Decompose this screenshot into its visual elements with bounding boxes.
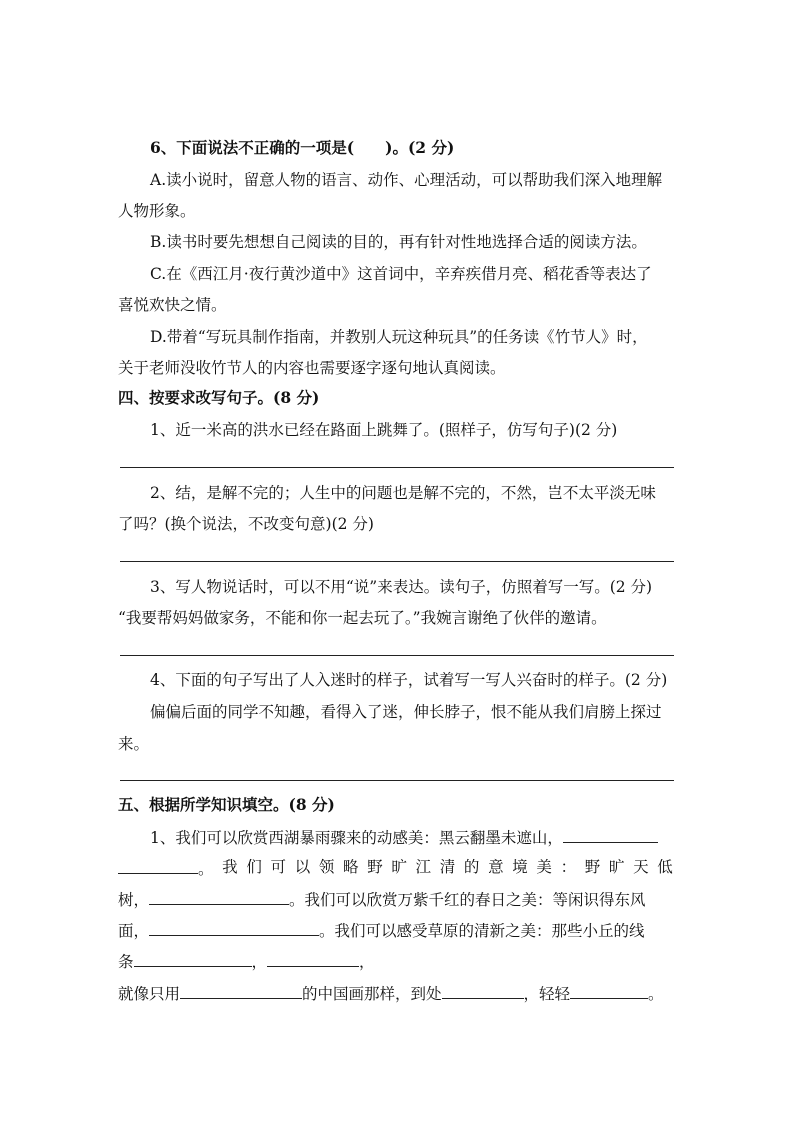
char: 野: [367, 858, 383, 876]
fill-line-2-start: [118, 855, 214, 881]
char: ：: [560, 858, 577, 876]
section-4-title: 四、按要求改写句子。(8 分): [118, 388, 320, 407]
fill-line-2-justified: [118, 855, 673, 881]
answer-line-q2[interactable]: [120, 561, 674, 562]
fill-line-3: [118, 886, 646, 912]
option-a-line2: 人物形象。: [118, 202, 196, 220]
fill-text: 。: [648, 985, 664, 1003]
fill-text: ，: [251, 953, 268, 971]
char: 境: [512, 858, 528, 876]
char: 旷: [391, 858, 407, 876]
fill-line-5: [118, 948, 375, 974]
fill-text: 。: [198, 860, 214, 878]
fill-text: 的中国画那样，到处: [302, 985, 442, 1003]
fill-blank-7[interactable]: [180, 980, 302, 999]
section-4-q3-line2: “我要帮妈妈做家务，不能和你一起去玩了。”我婉言谢绝了伙伴的邀请。: [118, 609, 607, 627]
question-6-title: 6、下面说法不正确的一项是( )。(2 分): [150, 138, 455, 157]
char: 我: [222, 858, 238, 876]
fill-blank-5[interactable]: [134, 948, 252, 967]
fill-line-6: [118, 980, 664, 1006]
char: 可: [270, 858, 287, 876]
fill-line-1: [150, 824, 658, 850]
option-c-line2: 喜悦欢快之情。: [118, 296, 227, 314]
fill-text: 面，: [118, 922, 150, 940]
fill-blank-6[interactable]: [267, 948, 359, 967]
section-4-q3-line1: 3、写人物说话时，可以不用“说”来表达。读句子，仿照着写一写。(2 分): [150, 578, 653, 596]
fill-blank-4[interactable]: [149, 917, 319, 936]
char: 的: [463, 858, 480, 876]
char: 江: [415, 858, 432, 876]
option-d-line1: D.带着“写玩具制作指南，并教别人玩这种玩具”的任务读《竹节人》时，: [150, 328, 648, 346]
answer-line-q3[interactable]: [120, 655, 674, 656]
answer-line-q4[interactable]: [120, 780, 674, 781]
option-a-line1: A.读小说时，留意人物的语言、动作、心理活动，可以帮助我们深入地理解: [150, 171, 663, 189]
char: 野: [584, 858, 601, 876]
char: 略: [343, 858, 359, 876]
section-5-title: 五、根据所学知识填空。(8 分): [118, 795, 335, 814]
section-4-q2-line1: 2、结，是解不完的；人生中的问题也是解不完的，不然，岂不太平淡无味: [150, 484, 656, 502]
fill-blank-2[interactable]: [118, 855, 198, 874]
char: 以: [294, 858, 311, 876]
option-d-line2: 关于老师没收竹节人的内容也需要逐字逐句地认真阅读。: [118, 359, 506, 377]
fill-blank-8[interactable]: [442, 980, 524, 999]
fill-text: 树，: [118, 891, 150, 909]
fill-blank-3[interactable]: [149, 886, 289, 905]
char: 旷: [608, 858, 625, 876]
fill-text: 就像只用: [118, 985, 181, 1003]
fill-blank-9[interactable]: [570, 980, 648, 999]
fill-text: 1、我们可以欣赏西湖暴雨骤来的动感美：黑云翻墨未遮山，: [150, 829, 563, 847]
fill-line-2: [118, 855, 673, 881]
char: 美: [536, 858, 552, 876]
answer-line-q1[interactable]: [120, 467, 674, 468]
section-4-q4-line2: 偏偏后面的同学不知趣，看得入了迷，伸长脖子，恨不能从我们肩膀上探过: [150, 703, 662, 721]
section-4-q4-line3: 来。: [118, 735, 150, 753]
fill-text: 条: [118, 953, 134, 971]
fill-text: ，: [359, 953, 375, 971]
section-4-q2-line2: 了吗？(换个说法，不改变句意)(2 分): [118, 515, 374, 533]
section-4-q1: 1、近一米高的洪水已经在路面上跳舞了。(照样子，仿写句子)(2 分): [150, 421, 618, 439]
fill-blank-1[interactable]: [563, 824, 658, 843]
option-b: B.读书时要先想想自己阅读的目的，再有针对性地选择合适的阅读方法。: [150, 233, 647, 251]
fill-text: 。我们可以欣赏万紫千红的春日之美：等闲识得东风: [289, 891, 646, 909]
option-c-line1: C.在《西江月·夜行黄沙道中》这首词中，辛弃疾借月亮、稻花香等表达了: [150, 265, 652, 283]
char: 低: [657, 858, 673, 876]
fill-line-4: [118, 917, 645, 943]
char: 领: [318, 858, 335, 876]
section-4-q4-line1: 4、下面的句子写出了人入迷时的样子，试着写一写人兴奋时的样子。(2 分): [150, 671, 668, 689]
char: 清: [439, 858, 456, 876]
char: 们: [246, 858, 262, 876]
fill-text: ，轻轻: [523, 985, 571, 1003]
char: 天: [633, 858, 649, 876]
fill-text: 。我们可以感受草原的清新之美：那些小丘的线: [319, 922, 645, 940]
char: 意: [488, 858, 504, 876]
